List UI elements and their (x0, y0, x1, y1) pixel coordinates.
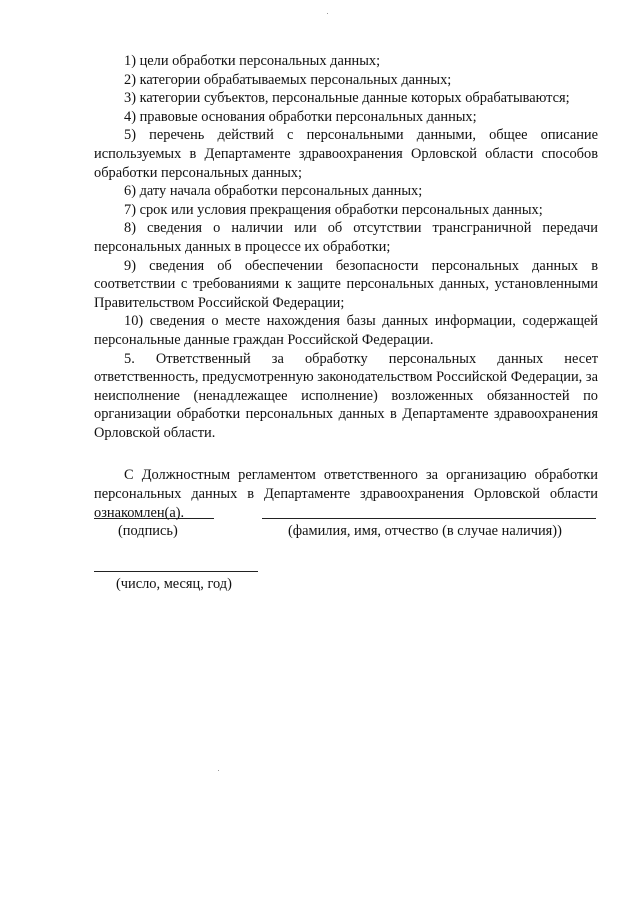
name-line (262, 518, 596, 519)
list-item: 9) сведения об обеспечении безопасности персональных данных в соответствии с требованиями к защите персональных данных, установленными Правительством Российской Федерации; (94, 257, 598, 311)
list-item: 3) категории субъектов, персональные данные которых обрабатываются; (124, 90, 570, 107)
signature-label: (подпись) (118, 523, 178, 539)
list-item: 1) цели обработки персональных данных; (124, 53, 381, 69)
list-item: 10) сведения о месте нахождения базы данных информации, содержащей персональные данные граждан Российской Федерации. (94, 313, 598, 348)
list-item: 5) перечень действий с персональными данными, общее описание используемых в Департаменте здравоохранения Орловской области способов обработки персональных данных; (94, 127, 598, 181)
scan-speck (218, 770, 219, 771)
date-line (94, 571, 258, 572)
name-label: (фамилия, имя, отчество (в случае наличия)) (288, 523, 562, 539)
regulation-text (94, 52, 598, 522)
acknowledgement-paragraph: С Должностным регламентом ответственного за организацию обработки персональных данных в Департаменте здравоохранения Орловской области ознакомлен(а). (94, 467, 598, 521)
clause-5: 5. Ответственный за обработку персональных данных несет ответственность, предусмотренную законодательством Российской Федерации, за неисполнение (ненадлежащее исполнение) возложенных обязанностей по организации обработки персональных данных в Департаменте здравоохранения Орловской области. (94, 350, 598, 441)
list-item: 2) категории обрабатываемых персональных данных; (124, 71, 452, 88)
signature-line (94, 518, 214, 519)
list-item: 4) правовые основания обработки персональных данных; (124, 108, 477, 125)
scan-speck (327, 13, 328, 14)
list-item: 6) дату начала обработки персональных данных; (124, 183, 423, 200)
date-label: (число, месяц, год) (116, 576, 232, 592)
list-item: 7) срок или условия прекращения обработки персональных данных; (124, 201, 543, 218)
list-item: 8) сведения о наличии или об отсутствии трансграничной передачи персональных данных в процессе их обработки; (94, 220, 598, 255)
